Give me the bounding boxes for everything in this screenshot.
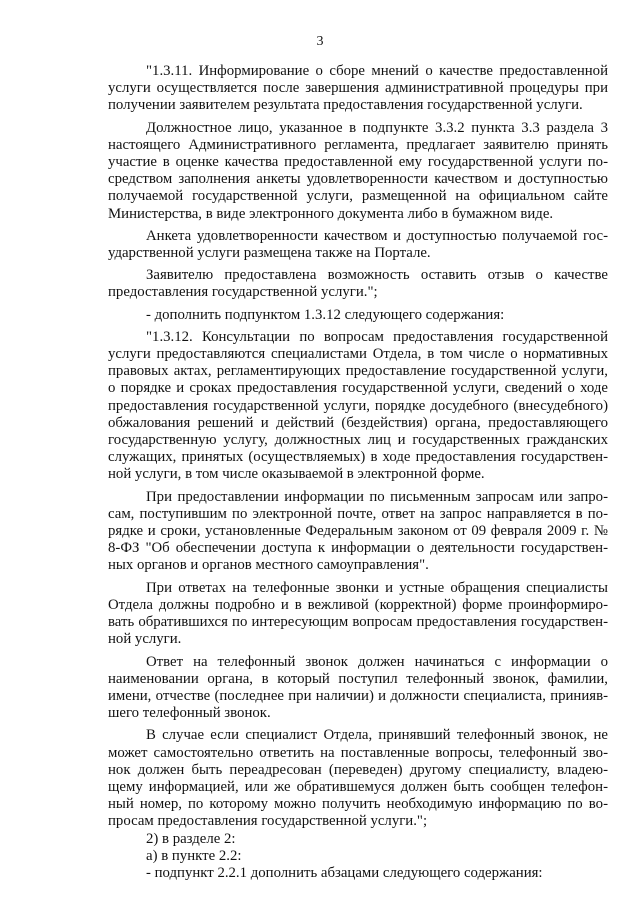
document-body [108,63,608,882]
paragraph-call-redirect: В случае если специалист Отдела, принявший телефонный звонок, не может самостоятельно ответить на поставленные вопросы, телефонный звонок должен быть переадресован (переведен) другому специалисту, владеющему информацией, или же обратившемуся должен быть сообщен телефонный номер, по которому можно получить необходимую информацию по вопросам предоставления государственной услуги."; [108,727,608,830]
paragraph-1-3-11: "1.3.11. Информирование о сборе мнений о качестве предоставленной услуги осуществляется после завершения административной процедуры при получении заявителем результата предоставления государственной услуги. [108,63,608,114]
paragraph-official: Должностное лицо, указанное в подпункте 3.3.2 пункта 3.3 раздела 3 настоящего Административного регламента, предлагает заявителю принять участие в оценке качества предоставленной ему государственной услуги посредством заполнения анкеты удовлетворенности качеством и доступностью получаемой государственной услуги, размещенной на официальном сайте Министерства, в виде электронного документа либо в бумажном виде. [108,119,608,222]
paragraph-1-3-12: "1.3.12. Консультации по вопросам предоставления государственной услуги предоставляются специалистами Отдела, в том числе о нормативных правовых актах, регламентирующих предоставление государственной услуги, о порядке и сроках предоставления государственной услуги, сведений о ходе предоставления государственной услуги, порядке досудебного (внесудебного) обжалования решений и действий (бездействия) органа, предоставляющего государственную услугу, должностных лиц и государственных гражданских служащих, принятых (осуществляемых) в ходе предоставления государственной услуги, в том числе оказываемой в электронной форме. [108,328,608,483]
paragraph-subclause-2-2-1: - подпункт 2.2.1 дополнить абзацами следующего содержания: [146,864,543,881]
paragraph-clause-2-2: а) в пункте 2.2: [146,847,242,864]
paragraph-section-2: 2) в разделе 2: [146,830,236,847]
paragraph-phone-calls: При ответах на телефонные звонки и устные обращения специалисты Отдела должны подробно и в вежливой (корректной) форме проинформировать обратившихся по интересующим вопросам предоставления государственной услуги. [108,579,608,648]
paragraph-questionnaire: Анкета удовлетворенности качеством и доступностью получаемой государственной услуги размещена также на Портале. [108,227,608,262]
paragraph-written-requests: При предоставлении информации по письменным запросам или запросам, поступившим по электронной почте, ответ на запрос направляется в порядке и сроки, установленные Федеральным законом от 09 февраля 2009 г. № 8-ФЗ "Об обеспечении доступа к информации о деятельности государственных органов и органов местного самоуправления". [108,488,608,574]
paragraph-add-1-3-12: - дополнить подпунктом 1.3.12 следующего содержания: [146,306,505,323]
paragraph-call-answer: Ответ на телефонный звонок должен начинаться с информации о наименовании органа, в который поступил телефонный звонок, фамилии, имени, отчестве (последнее при наличии) и должности специалиста, приниявшего телефонный звонок. [108,653,608,722]
page-number: 3 [316,34,324,49]
paragraph-feedback: Заявителю предоставлена возможность оставить отзыв о качестве предоставления государственной услуги."; [108,267,608,301]
